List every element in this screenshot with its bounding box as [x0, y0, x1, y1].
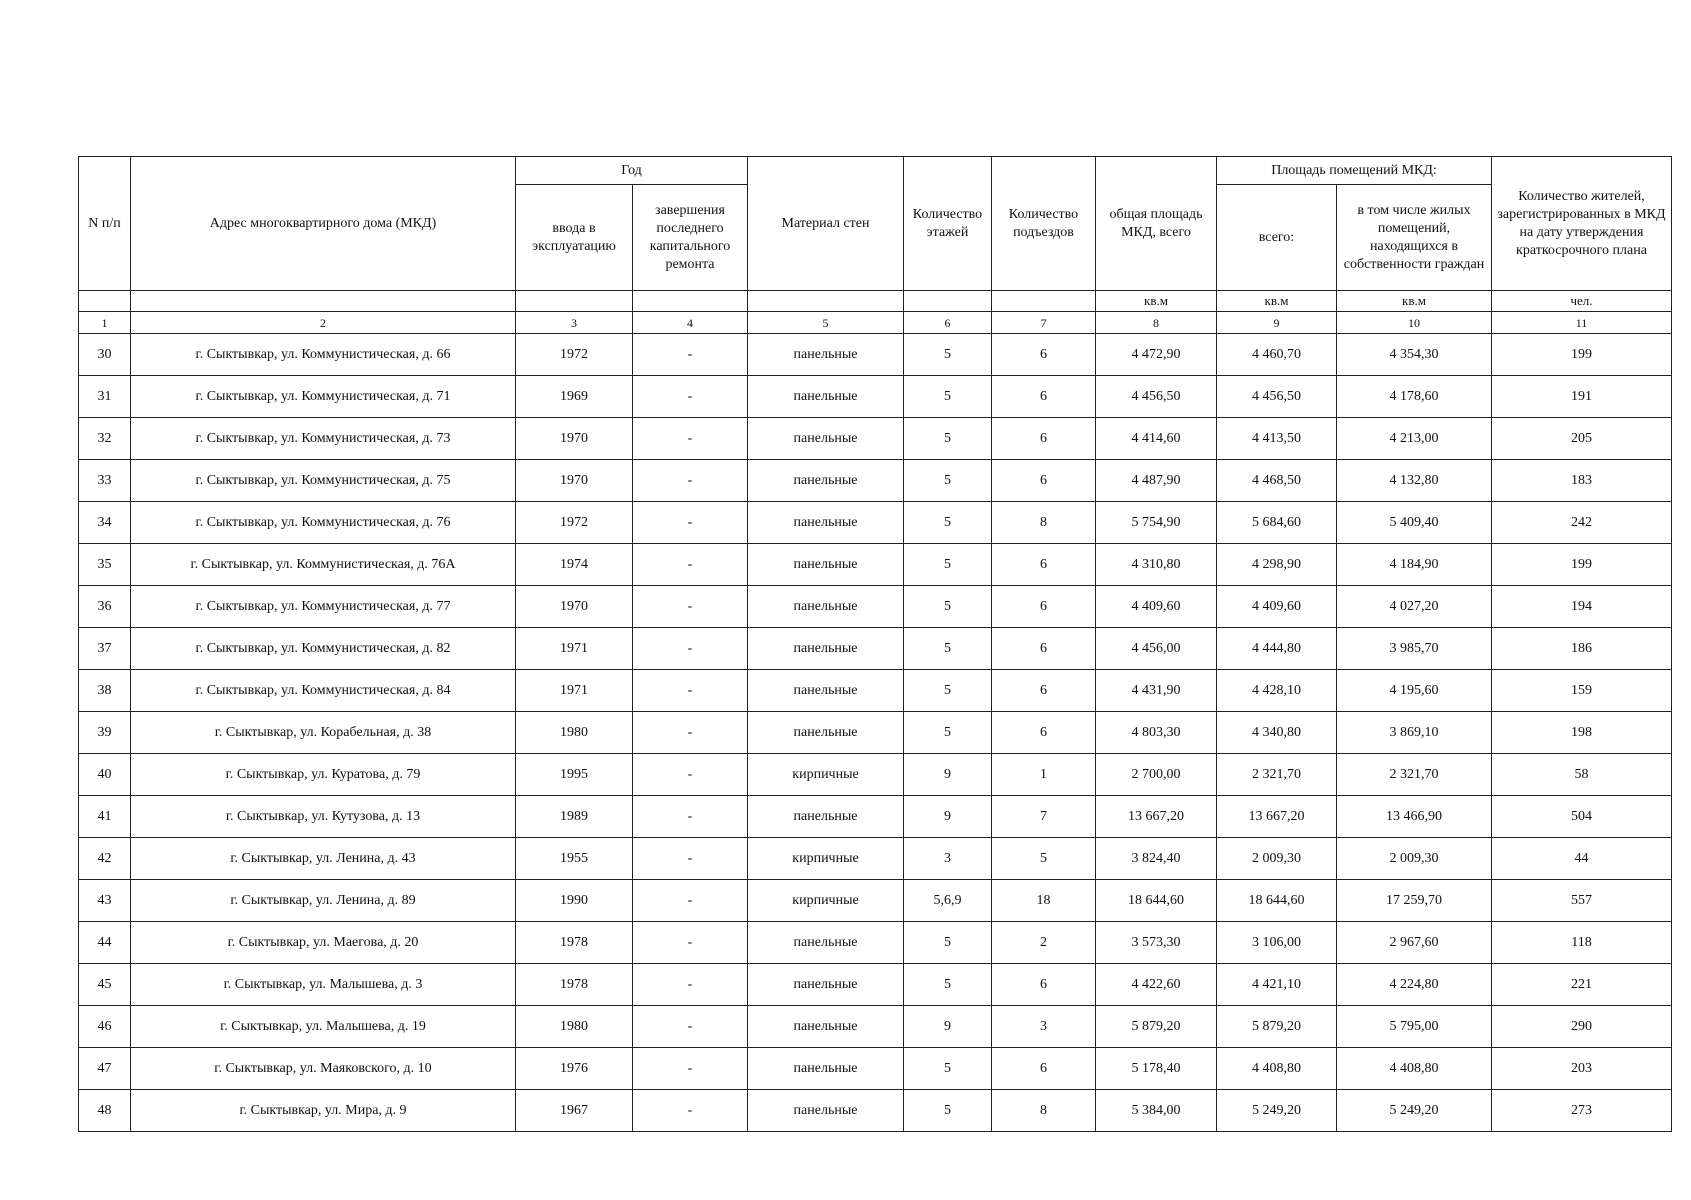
row-entrances: 3 [992, 1006, 1096, 1048]
row-year-repair: - [633, 712, 748, 754]
row-floors: 5 [904, 628, 992, 670]
row-wall-material: панельные [748, 460, 904, 502]
row-premises-residential: 4 184,90 [1337, 544, 1492, 586]
row-floors: 5 [904, 670, 992, 712]
unit-premises-residential: кв.м [1337, 291, 1492, 312]
row-residents: 290 [1492, 1006, 1672, 1048]
row-premises-residential: 4 224,80 [1337, 964, 1492, 1006]
row-address: г. Сыктывкар, ул. Коммунистическая, д. 73 [131, 418, 516, 460]
row-year-commission: 1971 [516, 670, 633, 712]
row-wall-material: панельные [748, 544, 904, 586]
row-year-repair: - [633, 376, 748, 418]
row-floors: 5 [904, 460, 992, 502]
row-entrances: 6 [992, 376, 1096, 418]
unit-cell-empty [516, 291, 633, 312]
row-number: 44 [79, 922, 131, 964]
row-entrances: 7 [992, 796, 1096, 838]
row-year-repair: - [633, 460, 748, 502]
header-year: Год [516, 157, 748, 185]
row-address: г. Сыктывкар, ул. Корабельная, д. 38 [131, 712, 516, 754]
row-entrances: 6 [992, 1048, 1096, 1090]
row-total-area: 13 667,20 [1096, 796, 1217, 838]
row-year-commission: 1974 [516, 544, 633, 586]
row-premises-total: 4 456,50 [1217, 376, 1337, 418]
header-year-commission: ввода в эксплуатацию [516, 185, 633, 291]
table-row [79, 796, 1672, 838]
row-premises-total: 5 684,60 [1217, 502, 1337, 544]
table-row [79, 1090, 1672, 1132]
unit-cell-empty [131, 291, 516, 312]
row-address: г. Сыктывкар, ул. Малышева, д. 3 [131, 964, 516, 1006]
row-premises-residential: 17 259,70 [1337, 880, 1492, 922]
row-floors: 5 [904, 1090, 992, 1132]
row-total-area: 4 409,60 [1096, 586, 1217, 628]
table-row [79, 502, 1672, 544]
row-address: г. Сыктывкар, ул. Кутузова, д. 13 [131, 796, 516, 838]
row-wall-material: панельные [748, 1090, 904, 1132]
row-floors: 5 [904, 712, 992, 754]
row-wall-material: кирпичные [748, 838, 904, 880]
column-number: 9 [1217, 312, 1337, 334]
row-residents: 191 [1492, 376, 1672, 418]
row-wall-material: панельные [748, 376, 904, 418]
row-total-area: 4 456,00 [1096, 628, 1217, 670]
unit-cell-empty [633, 291, 748, 312]
row-wall-material: панельные [748, 712, 904, 754]
row-total-area: 18 644,60 [1096, 880, 1217, 922]
unit-residents: чел. [1492, 291, 1672, 312]
row-wall-material: панельные [748, 796, 904, 838]
row-total-area: 4 487,90 [1096, 460, 1217, 502]
row-floors: 5 [904, 544, 992, 586]
row-residents: 186 [1492, 628, 1672, 670]
row-year-repair: - [633, 880, 748, 922]
row-year-repair: - [633, 964, 748, 1006]
row-total-area: 3 573,30 [1096, 922, 1217, 964]
row-entrances: 8 [992, 1090, 1096, 1132]
row-residents: 203 [1492, 1048, 1672, 1090]
row-number: 33 [79, 460, 131, 502]
row-premises-residential: 4 178,60 [1337, 376, 1492, 418]
row-number: 34 [79, 502, 131, 544]
table-row [79, 964, 1672, 1006]
row-premises-residential: 5 409,40 [1337, 502, 1492, 544]
table-row [79, 460, 1672, 502]
row-premises-residential: 13 466,90 [1337, 796, 1492, 838]
row-address: г. Сыктывкар, ул. Ленина, д. 89 [131, 880, 516, 922]
housing-register-table [78, 156, 1672, 1132]
row-wall-material: кирпичные [748, 880, 904, 922]
header-floors: Количество этажей [904, 157, 992, 291]
row-total-area: 5 754,90 [1096, 502, 1217, 544]
header-premises-residential: в том числе жилых помещений, находящихся в собственности граждан [1337, 185, 1492, 291]
row-year-commission: 1978 [516, 964, 633, 1006]
unit-premises-total: кв.м [1217, 291, 1337, 312]
column-number: 2 [131, 312, 516, 334]
column-number: 7 [992, 312, 1096, 334]
row-entrances: 6 [992, 586, 1096, 628]
row-premises-total: 4 409,60 [1217, 586, 1337, 628]
row-wall-material: панельные [748, 964, 904, 1006]
row-entrances: 6 [992, 712, 1096, 754]
row-premises-total: 4 421,10 [1217, 964, 1337, 1006]
row-year-commission: 1995 [516, 754, 633, 796]
row-year-commission: 1972 [516, 502, 633, 544]
unit-cell-empty [904, 291, 992, 312]
row-year-repair: - [633, 502, 748, 544]
row-number: 43 [79, 880, 131, 922]
table-row [79, 544, 1672, 586]
row-floors: 5 [904, 964, 992, 1006]
row-premises-residential: 5 249,20 [1337, 1090, 1492, 1132]
row-wall-material: панельные [748, 586, 904, 628]
row-premises-total: 4 428,10 [1217, 670, 1337, 712]
header-address: Адрес многоквартирного дома (МКД) [131, 157, 516, 291]
row-total-area: 5 879,20 [1096, 1006, 1217, 1048]
row-address: г. Сыктывкар, ул. Маяковского, д. 10 [131, 1048, 516, 1090]
row-total-area: 3 824,40 [1096, 838, 1217, 880]
row-year-repair: - [633, 796, 748, 838]
row-residents: 205 [1492, 418, 1672, 460]
column-number: 3 [516, 312, 633, 334]
row-premises-total: 5 879,20 [1217, 1006, 1337, 1048]
row-entrances: 6 [992, 418, 1096, 460]
row-year-commission: 1980 [516, 1006, 633, 1048]
row-residents: 198 [1492, 712, 1672, 754]
row-wall-material: панельные [748, 922, 904, 964]
row-address: г. Сыктывкар, ул. Коммунистическая, д. 71 [131, 376, 516, 418]
row-number: 41 [79, 796, 131, 838]
row-entrances: 6 [992, 628, 1096, 670]
row-wall-material: панельные [748, 418, 904, 460]
row-year-repair: - [633, 838, 748, 880]
row-entrances: 6 [992, 460, 1096, 502]
header-row-top [79, 157, 1672, 185]
row-number: 46 [79, 1006, 131, 1048]
table-row [79, 628, 1672, 670]
row-number: 47 [79, 1048, 131, 1090]
row-residents: 199 [1492, 334, 1672, 376]
row-premises-total: 4 444,80 [1217, 628, 1337, 670]
row-year-commission: 1970 [516, 418, 633, 460]
row-wall-material: панельные [748, 1006, 904, 1048]
row-year-commission: 1970 [516, 460, 633, 502]
row-address: г. Сыктывкар, ул. Малышева, д. 19 [131, 1006, 516, 1048]
row-number: 45 [79, 964, 131, 1006]
row-premises-residential: 3 869,10 [1337, 712, 1492, 754]
table-row [79, 838, 1672, 880]
row-number: 32 [79, 418, 131, 460]
row-residents: 242 [1492, 502, 1672, 544]
table-row [79, 712, 1672, 754]
row-number: 38 [79, 670, 131, 712]
row-residents: 557 [1492, 880, 1672, 922]
row-premises-total: 4 340,80 [1217, 712, 1337, 754]
row-year-commission: 1990 [516, 880, 633, 922]
row-premises-residential: 4 213,00 [1337, 418, 1492, 460]
row-floors: 5,6,9 [904, 880, 992, 922]
row-year-commission: 1978 [516, 922, 633, 964]
header-wall-material: Материал стен [748, 157, 904, 291]
row-premises-total: 2 321,70 [1217, 754, 1337, 796]
row-premises-residential: 5 795,00 [1337, 1006, 1492, 1048]
row-entrances: 2 [992, 922, 1096, 964]
row-entrances: 8 [992, 502, 1096, 544]
row-residents: 44 [1492, 838, 1672, 880]
row-residents: 58 [1492, 754, 1672, 796]
row-entrances: 18 [992, 880, 1096, 922]
row-premises-total: 18 644,60 [1217, 880, 1337, 922]
row-premises-total: 13 667,20 [1217, 796, 1337, 838]
column-number: 1 [79, 312, 131, 334]
row-residents: 199 [1492, 544, 1672, 586]
row-year-commission: 1955 [516, 838, 633, 880]
row-premises-total: 3 106,00 [1217, 922, 1337, 964]
row-number: 36 [79, 586, 131, 628]
column-number: 11 [1492, 312, 1672, 334]
row-premises-total: 4 413,50 [1217, 418, 1337, 460]
row-entrances: 6 [992, 964, 1096, 1006]
row-number: 37 [79, 628, 131, 670]
row-premises-residential: 4 132,80 [1337, 460, 1492, 502]
row-year-commission: 1972 [516, 334, 633, 376]
table-row [79, 922, 1672, 964]
row-total-area: 4 422,60 [1096, 964, 1217, 1006]
row-year-commission: 1967 [516, 1090, 633, 1132]
row-year-repair: - [633, 1006, 748, 1048]
row-wall-material: кирпичные [748, 754, 904, 796]
row-floors: 3 [904, 838, 992, 880]
table-row [79, 1048, 1672, 1090]
row-floors: 5 [904, 334, 992, 376]
row-total-area: 5 384,00 [1096, 1090, 1217, 1132]
row-address: г. Сыктывкар, ул. Коммунистическая, д. 76 [131, 502, 516, 544]
row-year-repair: - [633, 628, 748, 670]
row-premises-total: 4 408,80 [1217, 1048, 1337, 1090]
unit-total-area: кв.м [1096, 291, 1217, 312]
row-number: 48 [79, 1090, 131, 1132]
row-residents: 221 [1492, 964, 1672, 1006]
row-wall-material: панельные [748, 1048, 904, 1090]
row-wall-material: панельные [748, 334, 904, 376]
unit-cell-empty [992, 291, 1096, 312]
row-year-repair: - [633, 586, 748, 628]
table-row [79, 880, 1672, 922]
row-premises-residential: 4 408,80 [1337, 1048, 1492, 1090]
column-number: 5 [748, 312, 904, 334]
row-residents: 118 [1492, 922, 1672, 964]
row-address: г. Сыктывкар, ул. Маегова, д. 20 [131, 922, 516, 964]
row-floors: 5 [904, 922, 992, 964]
header-entrances: Количество подъездов [992, 157, 1096, 291]
row-entrances: 6 [992, 670, 1096, 712]
row-year-commission: 1976 [516, 1048, 633, 1090]
row-premises-residential: 4 195,60 [1337, 670, 1492, 712]
row-wall-material: панельные [748, 502, 904, 544]
row-address: г. Сыктывкар, ул. Коммунистическая, д. 82 [131, 628, 516, 670]
row-floors: 5 [904, 502, 992, 544]
row-entrances: 5 [992, 838, 1096, 880]
row-year-repair: - [633, 670, 748, 712]
row-year-commission: 1969 [516, 376, 633, 418]
row-year-commission: 1970 [516, 586, 633, 628]
column-number: 6 [904, 312, 992, 334]
row-floors: 5 [904, 586, 992, 628]
header-total-area: общая площадь МКД, всего [1096, 157, 1217, 291]
row-premises-total: 4 468,50 [1217, 460, 1337, 502]
row-premises-residential: 4 354,30 [1337, 334, 1492, 376]
row-premises-total: 4 460,70 [1217, 334, 1337, 376]
table-row [79, 334, 1672, 376]
header-row-units [79, 291, 1672, 312]
row-address: г. Сыктывкар, ул. Коммунистическая, д. 84 [131, 670, 516, 712]
row-year-commission: 1971 [516, 628, 633, 670]
row-year-repair: - [633, 334, 748, 376]
row-address: г. Сыктывкар, ул. Ленина, д. 43 [131, 838, 516, 880]
document-sheet [78, 156, 1672, 1132]
row-floors: 9 [904, 796, 992, 838]
row-number: 42 [79, 838, 131, 880]
row-number: 39 [79, 712, 131, 754]
row-total-area: 2 700,00 [1096, 754, 1217, 796]
column-number: 4 [633, 312, 748, 334]
row-total-area: 4 472,90 [1096, 334, 1217, 376]
row-residents: 183 [1492, 460, 1672, 502]
table-row [79, 754, 1672, 796]
row-total-area: 4 310,80 [1096, 544, 1217, 586]
column-number: 8 [1096, 312, 1217, 334]
row-year-repair: - [633, 754, 748, 796]
row-total-area: 4 414,60 [1096, 418, 1217, 460]
row-entrances: 6 [992, 544, 1096, 586]
unit-cell-empty [79, 291, 131, 312]
row-entrances: 1 [992, 754, 1096, 796]
row-number: 31 [79, 376, 131, 418]
row-residents: 504 [1492, 796, 1672, 838]
row-total-area: 5 178,40 [1096, 1048, 1217, 1090]
column-number-row [79, 312, 1672, 334]
table-row [79, 376, 1672, 418]
row-address: г. Сыктывкар, ул. Коммунистическая, д. 66 [131, 334, 516, 376]
row-premises-residential: 2 321,70 [1337, 754, 1492, 796]
row-entrances: 6 [992, 334, 1096, 376]
row-year-repair: - [633, 418, 748, 460]
row-residents: 194 [1492, 586, 1672, 628]
header-premises-total: всего: [1217, 185, 1337, 291]
row-year-commission: 1980 [516, 712, 633, 754]
row-premises-residential: 3 985,70 [1337, 628, 1492, 670]
header-num: N п/п [79, 157, 131, 291]
row-residents: 273 [1492, 1090, 1672, 1132]
row-floors: 9 [904, 1006, 992, 1048]
row-total-area: 4 803,30 [1096, 712, 1217, 754]
table-row [79, 670, 1672, 712]
row-total-area: 4 431,90 [1096, 670, 1217, 712]
row-year-repair: - [633, 1048, 748, 1090]
header-residents: Количество жителей, зарегистрированных в МКД на дату утверждения краткосрочного плана [1492, 157, 1672, 291]
row-premises-residential: 2 967,60 [1337, 922, 1492, 964]
row-year-commission: 1989 [516, 796, 633, 838]
header-year-repair: завершения последнего капитального ремонта [633, 185, 748, 291]
row-total-area: 4 456,50 [1096, 376, 1217, 418]
unit-cell-empty [748, 291, 904, 312]
row-floors: 5 [904, 376, 992, 418]
table-row [79, 586, 1672, 628]
header-premises-area: Площадь помещений МКД: [1217, 157, 1492, 185]
row-year-repair: - [633, 1090, 748, 1132]
row-premises-total: 5 249,20 [1217, 1090, 1337, 1132]
row-address: г. Сыктывкар, ул. Коммунистическая, д. 76А [131, 544, 516, 586]
row-year-repair: - [633, 544, 748, 586]
row-premises-residential: 2 009,30 [1337, 838, 1492, 880]
row-number: 40 [79, 754, 131, 796]
row-floors: 9 [904, 754, 992, 796]
row-residents: 159 [1492, 670, 1672, 712]
row-address: г. Сыктывкар, ул. Коммунистическая, д. 75 [131, 460, 516, 502]
row-premises-total: 2 009,30 [1217, 838, 1337, 880]
row-premises-residential: 4 027,20 [1337, 586, 1492, 628]
table-row [79, 1006, 1672, 1048]
row-wall-material: панельные [748, 628, 904, 670]
row-number: 35 [79, 544, 131, 586]
column-number: 10 [1337, 312, 1492, 334]
row-floors: 5 [904, 418, 992, 460]
row-address: г. Сыктывкар, ул. Куратова, д. 79 [131, 754, 516, 796]
row-address: г. Сыктывкар, ул. Коммунистическая, д. 77 [131, 586, 516, 628]
table-row [79, 418, 1672, 460]
row-floors: 5 [904, 1048, 992, 1090]
row-address: г. Сыктывкар, ул. Мира, д. 9 [131, 1090, 516, 1132]
row-number: 30 [79, 334, 131, 376]
row-wall-material: панельные [748, 670, 904, 712]
row-year-repair: - [633, 922, 748, 964]
row-premises-total: 4 298,90 [1217, 544, 1337, 586]
